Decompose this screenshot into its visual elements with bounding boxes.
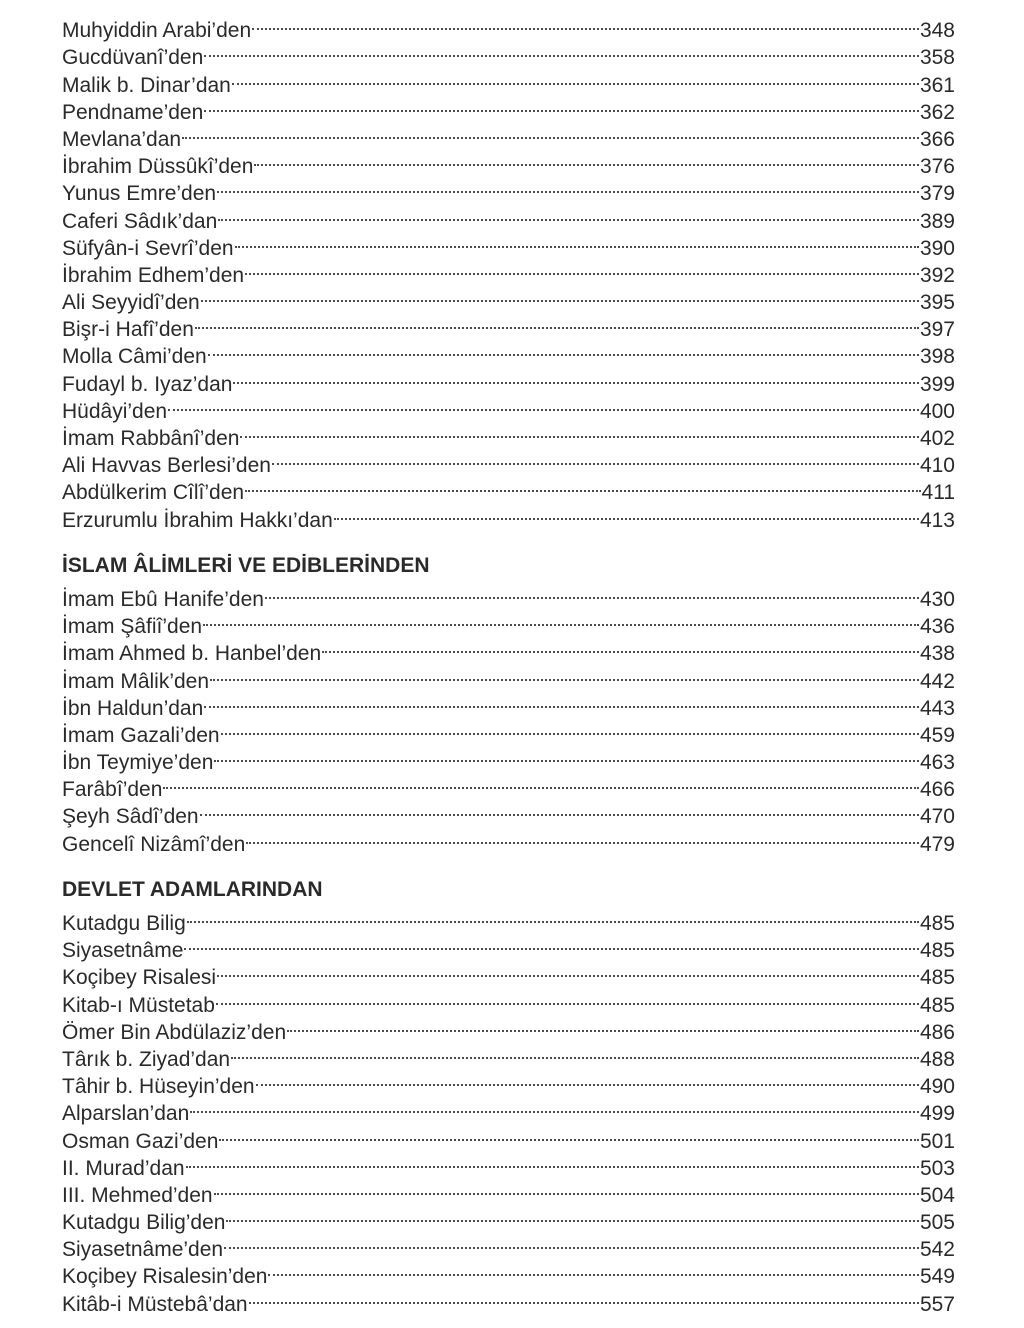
entry-title: Gencelî Nizâmî’den [62, 832, 246, 856]
entry-title: İmam Ahmed b. Hanbel’den [62, 642, 322, 666]
table-of-contents [62, 10, 955, 1316]
entry-title: III. Mehmed’den [62, 1183, 213, 1207]
entry-page-number: 479 [919, 832, 955, 856]
entry-page-number: 362 [919, 100, 955, 124]
entry-page-number: 389 [919, 209, 955, 233]
entry-title: Kutadgu Bilig’den [62, 1211, 226, 1235]
dot-leader [249, 1283, 919, 1310]
entry-page-number: 542 [919, 1238, 955, 1262]
entry-title: Malik b. Dinar’dan [62, 73, 231, 97]
entry-page-number: 549 [919, 1265, 955, 1289]
entry-page-number: 459 [919, 723, 955, 747]
entry-page-number: 376 [919, 155, 955, 179]
dot-leader [214, 742, 919, 769]
dot-leader [245, 255, 919, 282]
toc-section [62, 10, 955, 532]
entry-page-number: 501 [919, 1129, 955, 1153]
dot-leader [218, 200, 919, 227]
dot-leader [246, 823, 919, 850]
dot-leader [204, 37, 919, 64]
toc-entry [62, 1120, 955, 1153]
entry-title: Gucdüvanî’den [62, 46, 204, 70]
entry-title: Tâhir b. Hüseyin’den [62, 1075, 255, 1099]
entry-page-number: 466 [919, 778, 955, 802]
dot-leader [287, 1012, 919, 1039]
entry-page-number: 398 [919, 345, 955, 369]
dot-leader [184, 930, 919, 957]
dot-leader [187, 903, 919, 930]
dot-leader [252, 10, 919, 37]
toc-entry [62, 1148, 955, 1180]
dot-leader [182, 119, 919, 146]
entry-page-number: 442 [919, 669, 955, 693]
entry-page-number: 400 [919, 399, 955, 423]
dot-leader [201, 282, 919, 309]
entry-title: İbn Teymiye’den [62, 751, 214, 775]
dot-leader [233, 363, 919, 390]
entry-title: Koçibey Risalesi [62, 966, 217, 990]
toc-section [62, 552, 955, 856]
entry-page-number: 410 [919, 454, 955, 478]
dot-leader [272, 445, 919, 472]
entry-title: Hüdâyi’den [62, 399, 168, 423]
dot-leader [168, 391, 919, 418]
entry-page-number: 438 [919, 642, 955, 666]
entry-title: İbrahim Edhem’den [62, 263, 245, 287]
dot-leader [208, 336, 919, 363]
dot-leader [256, 1066, 919, 1093]
entry-title: Fudayl b. Iyaz’dan [62, 372, 233, 396]
entry-title: Osman Gazi’den [62, 1129, 219, 1153]
dot-leader [334, 499, 919, 526]
entry-page-number: 503 [919, 1156, 955, 1180]
entry-title: Ali Havvas Berlesi’den [62, 454, 271, 478]
dot-leader [268, 1256, 919, 1283]
toc-entry [62, 903, 955, 935]
entry-page-number: 395 [919, 291, 955, 315]
entry-page-number: 413 [919, 508, 955, 532]
toc-entry [62, 119, 955, 151]
dot-leader [219, 1120, 919, 1147]
dot-leader [254, 146, 919, 173]
entry-page-number: 361 [919, 73, 955, 97]
entry-page-number: 430 [919, 587, 955, 611]
entry-title: Ömer Bin Abdülaziz’den [62, 1020, 287, 1044]
entry-title: İmam Mâlik’den [62, 669, 210, 693]
entry-title: Molla Câmi’den [62, 345, 207, 369]
entry-page-number: 499 [919, 1102, 955, 1126]
dot-leader [204, 688, 919, 715]
section-heading: İSLAM ÂLİMLERİ VE EDİBLERİNDEN [62, 553, 430, 577]
entry-title: Abdülkerim Cîlî’den [62, 481, 245, 505]
entry-page-number: 488 [919, 1047, 955, 1071]
entry-page-number: 399 [919, 372, 955, 396]
entry-title: Mevlana’dan [62, 127, 182, 151]
dot-leader [203, 606, 919, 633]
entry-title: İmam Rabbânî’den [62, 427, 240, 450]
entry-title: Süfyân-i Sevrî’den [62, 236, 234, 260]
toc-section [62, 876, 955, 1316]
entry-page-number: 485 [919, 966, 955, 990]
entry-title: Târık b. Ziyad’dan [62, 1047, 231, 1071]
dot-leader [214, 1175, 919, 1202]
dot-leader [190, 1093, 919, 1120]
toc-entry [62, 930, 955, 963]
toc-entry [62, 146, 955, 179]
entry-page-number: 485 [919, 912, 955, 935]
dot-leader [217, 173, 919, 200]
entry-page-number: 358 [919, 46, 955, 70]
entry-title: İmam Gazali’den [62, 723, 220, 747]
dot-leader [245, 472, 920, 499]
entry-page-number: 504 [919, 1183, 955, 1207]
dot-leader [322, 633, 919, 660]
dot-leader [200, 796, 919, 823]
dot-leader [204, 92, 919, 119]
entry-page-number: 443 [919, 696, 955, 720]
entry-page-number: 379 [919, 182, 955, 206]
dot-leader [265, 579, 919, 606]
dot-leader [240, 418, 919, 445]
toc-entry [62, 336, 955, 369]
entry-page-number: 485 [919, 939, 955, 963]
entry-title: Yunus Emre’den [62, 182, 217, 206]
entry-page-number: 436 [919, 615, 955, 639]
toc-entry [62, 391, 955, 423]
dot-leader [210, 660, 919, 687]
entry-title: II. Murad’dan [62, 1156, 185, 1180]
dot-leader [226, 1202, 918, 1229]
entry-title: İbrahim Düssûkî’den [62, 155, 254, 179]
toc-entry [62, 957, 955, 990]
entry-page-number: 505 [919, 1211, 955, 1235]
entry-title: Siyasetnâme’den [62, 1238, 224, 1262]
entry-title: Siyasetnâme [62, 939, 184, 963]
entry-title: İmam Ebû Hanife’den [62, 587, 264, 611]
entry-title: Kitâb-i Müstebâ’dan [62, 1292, 248, 1316]
dot-leader [221, 715, 919, 742]
entry-page-number: 470 [919, 805, 955, 829]
toc-entry [62, 309, 955, 342]
entry-page-number: 411 [921, 481, 955, 505]
entry-page-number: 557 [919, 1292, 955, 1316]
entry-title: Kitab-ı Müstetab [62, 993, 215, 1017]
entry-title: Muhyiddin Arabi’den [62, 19, 252, 43]
dot-leader [195, 309, 919, 336]
entry-title: Alparslan’dan [62, 1102, 190, 1126]
entry-page-number: 490 [919, 1075, 955, 1099]
entry-page-number: 463 [919, 751, 955, 775]
entry-page-number: 485 [919, 993, 955, 1017]
entry-title: İmam Şâfiî’den [62, 615, 203, 639]
entry-title: Caferi Sâdık’dan [62, 209, 218, 233]
entry-page-number: 402 [919, 427, 955, 450]
entry-title: Kutadgu Bilig [62, 912, 186, 935]
entry-title: Koçibey Risalesin’den [62, 1265, 268, 1289]
entry-page-number: 392 [919, 263, 955, 287]
dot-leader [163, 769, 919, 796]
entry-title: İbn Haldun’dan [62, 696, 204, 720]
toc-entry [62, 1093, 955, 1126]
section-heading: DEVLET ADAMLARINDAN [62, 877, 323, 901]
entry-title: Ali Seyyidî’den [62, 291, 200, 315]
dot-leader [232, 64, 919, 91]
toc-entry [62, 1175, 955, 1207]
toc-entry [62, 579, 955, 611]
toc-entry [62, 769, 955, 802]
entry-title: Şeyh Sâdî’den [62, 805, 199, 829]
toc-entry [62, 418, 955, 450]
entry-page-number: 390 [919, 236, 955, 260]
entry-title: Erzurumlu İbrahim Hakkı’dan [62, 508, 333, 532]
entry-page-number: 486 [919, 1020, 955, 1044]
dot-leader [235, 228, 919, 255]
entry-page-number: 366 [919, 127, 955, 151]
entry-title: Pendname’den [62, 100, 204, 124]
toc-entry [62, 796, 955, 829]
dot-leader [231, 1039, 919, 1066]
entry-title: Bişr-i Hafî’den [62, 318, 194, 342]
dot-leader [186, 1148, 919, 1175]
entry-title: Farâbî’den [62, 778, 163, 802]
entry-page-number: 397 [919, 318, 955, 342]
entry-page-number: 348 [919, 19, 955, 43]
dot-leader [217, 957, 919, 984]
dot-leader [224, 1229, 919, 1256]
dot-leader [216, 984, 919, 1011]
toc-entry [62, 10, 955, 43]
